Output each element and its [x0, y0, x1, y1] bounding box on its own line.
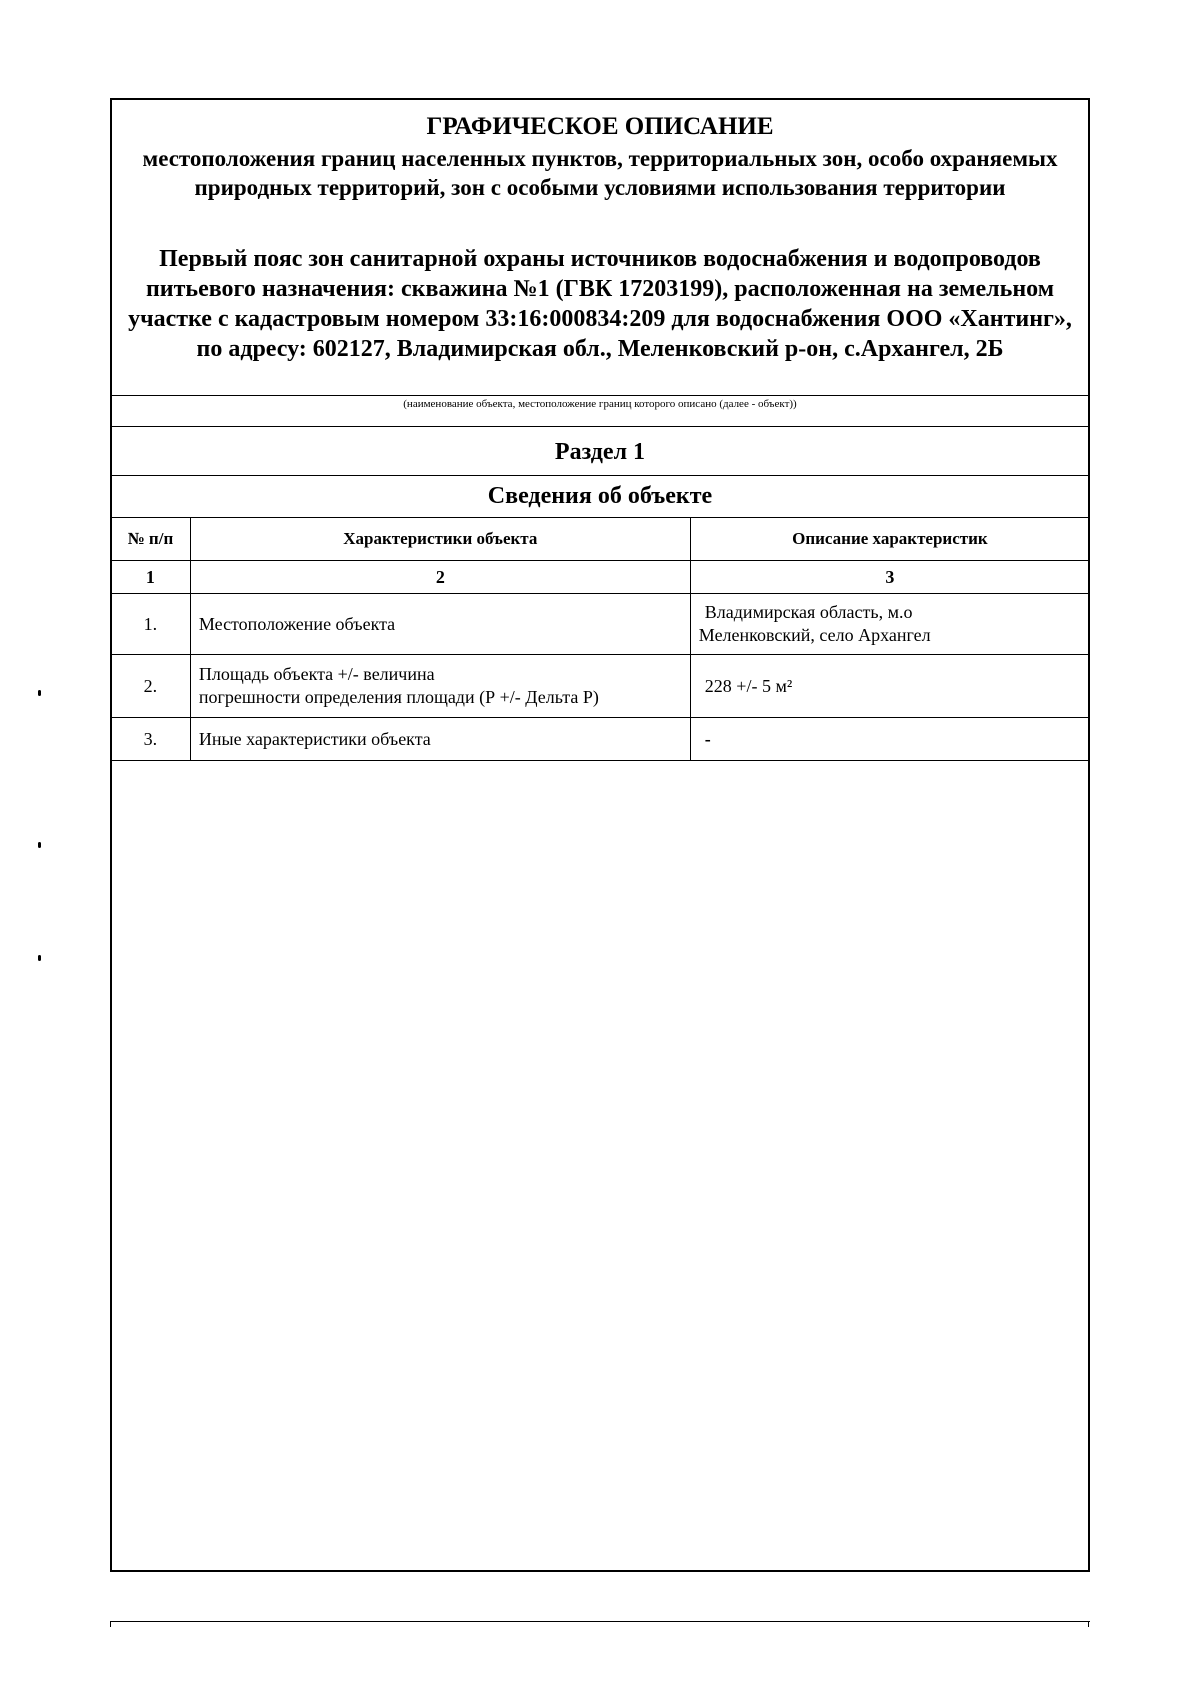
- table-header-row: [111, 518, 1090, 561]
- row-number: 3.: [111, 718, 191, 761]
- table-row: [111, 718, 1090, 761]
- caption-bottom-rule: [112, 426, 1088, 427]
- row-description: 228 +/- 5 м²: [690, 655, 1089, 718]
- table-row: [111, 655, 1090, 718]
- section-title: Сведения об объекте: [487, 483, 713, 509]
- object-caption: (наименование объекта, местоположение границ которого описано (далее - объект)): [403, 398, 797, 410]
- row-characteristic: Иные характеристики объекта: [190, 718, 690, 761]
- footer-rule: [110, 1621, 1090, 1622]
- description-line: Меленковский, село Архангел: [698, 625, 931, 645]
- characteristic-line: Площадь объекта +/- величина: [198, 664, 435, 684]
- header-characteristic: Характеристики объекта: [190, 518, 690, 561]
- column-number-row: [111, 561, 1090, 594]
- row-number: 2.: [111, 655, 191, 718]
- scan-speck: [38, 955, 41, 961]
- document-frame: [110, 98, 1090, 1572]
- header-description: Описание характеристик: [690, 518, 1089, 561]
- description-line: Владимирская область, м.о: [704, 602, 913, 622]
- row-characteristic: [190, 655, 690, 718]
- scan-speck: [38, 690, 41, 696]
- row-characteristic: Местоположение объекта: [190, 594, 690, 655]
- section-rule: [112, 475, 1088, 476]
- scan-speck: [38, 842, 41, 848]
- footer-rule-tick: [110, 1621, 111, 1627]
- object-name: Первый пояс зон санитарной охраны источников водоснабжения и водопроводов питьевого назначения: скважина №1 (ГВК 17203199), расположенная на земельном участке с кадастровым номером 33:16:000834:209 для водоснабжения ООО «Хантинг», по адресу: 602127, Владимирская обл., Меленковский р-он, с.Архангел, 2Б: [128, 246, 1072, 362]
- column-number-3: 3: [690, 561, 1089, 594]
- characteristic-line: погрешности определения площади (Р +/- Дельта Р): [198, 687, 599, 707]
- row-number: 1.: [111, 594, 191, 655]
- document-subtitle: местоположения границ населенных пунктов, территориальных зон, особо охраняемых природных территорий, зон с особыми условиями использования территории: [142, 146, 1058, 200]
- object-info-table: [110, 517, 1090, 761]
- footer-rule-tick: [1088, 1621, 1089, 1627]
- caption-top-rule: [112, 395, 1088, 396]
- header-number: № п/п: [111, 518, 191, 561]
- table-row: [111, 594, 1090, 655]
- document-title: ГРАФИЧЕСКОЕ ОПИСАНИЕ: [426, 113, 774, 140]
- section-number: Раздел 1: [554, 439, 646, 465]
- column-number-2: 2: [190, 561, 690, 594]
- column-number-1: 1: [111, 561, 191, 594]
- row-description: -: [690, 718, 1089, 761]
- row-description: [690, 594, 1089, 655]
